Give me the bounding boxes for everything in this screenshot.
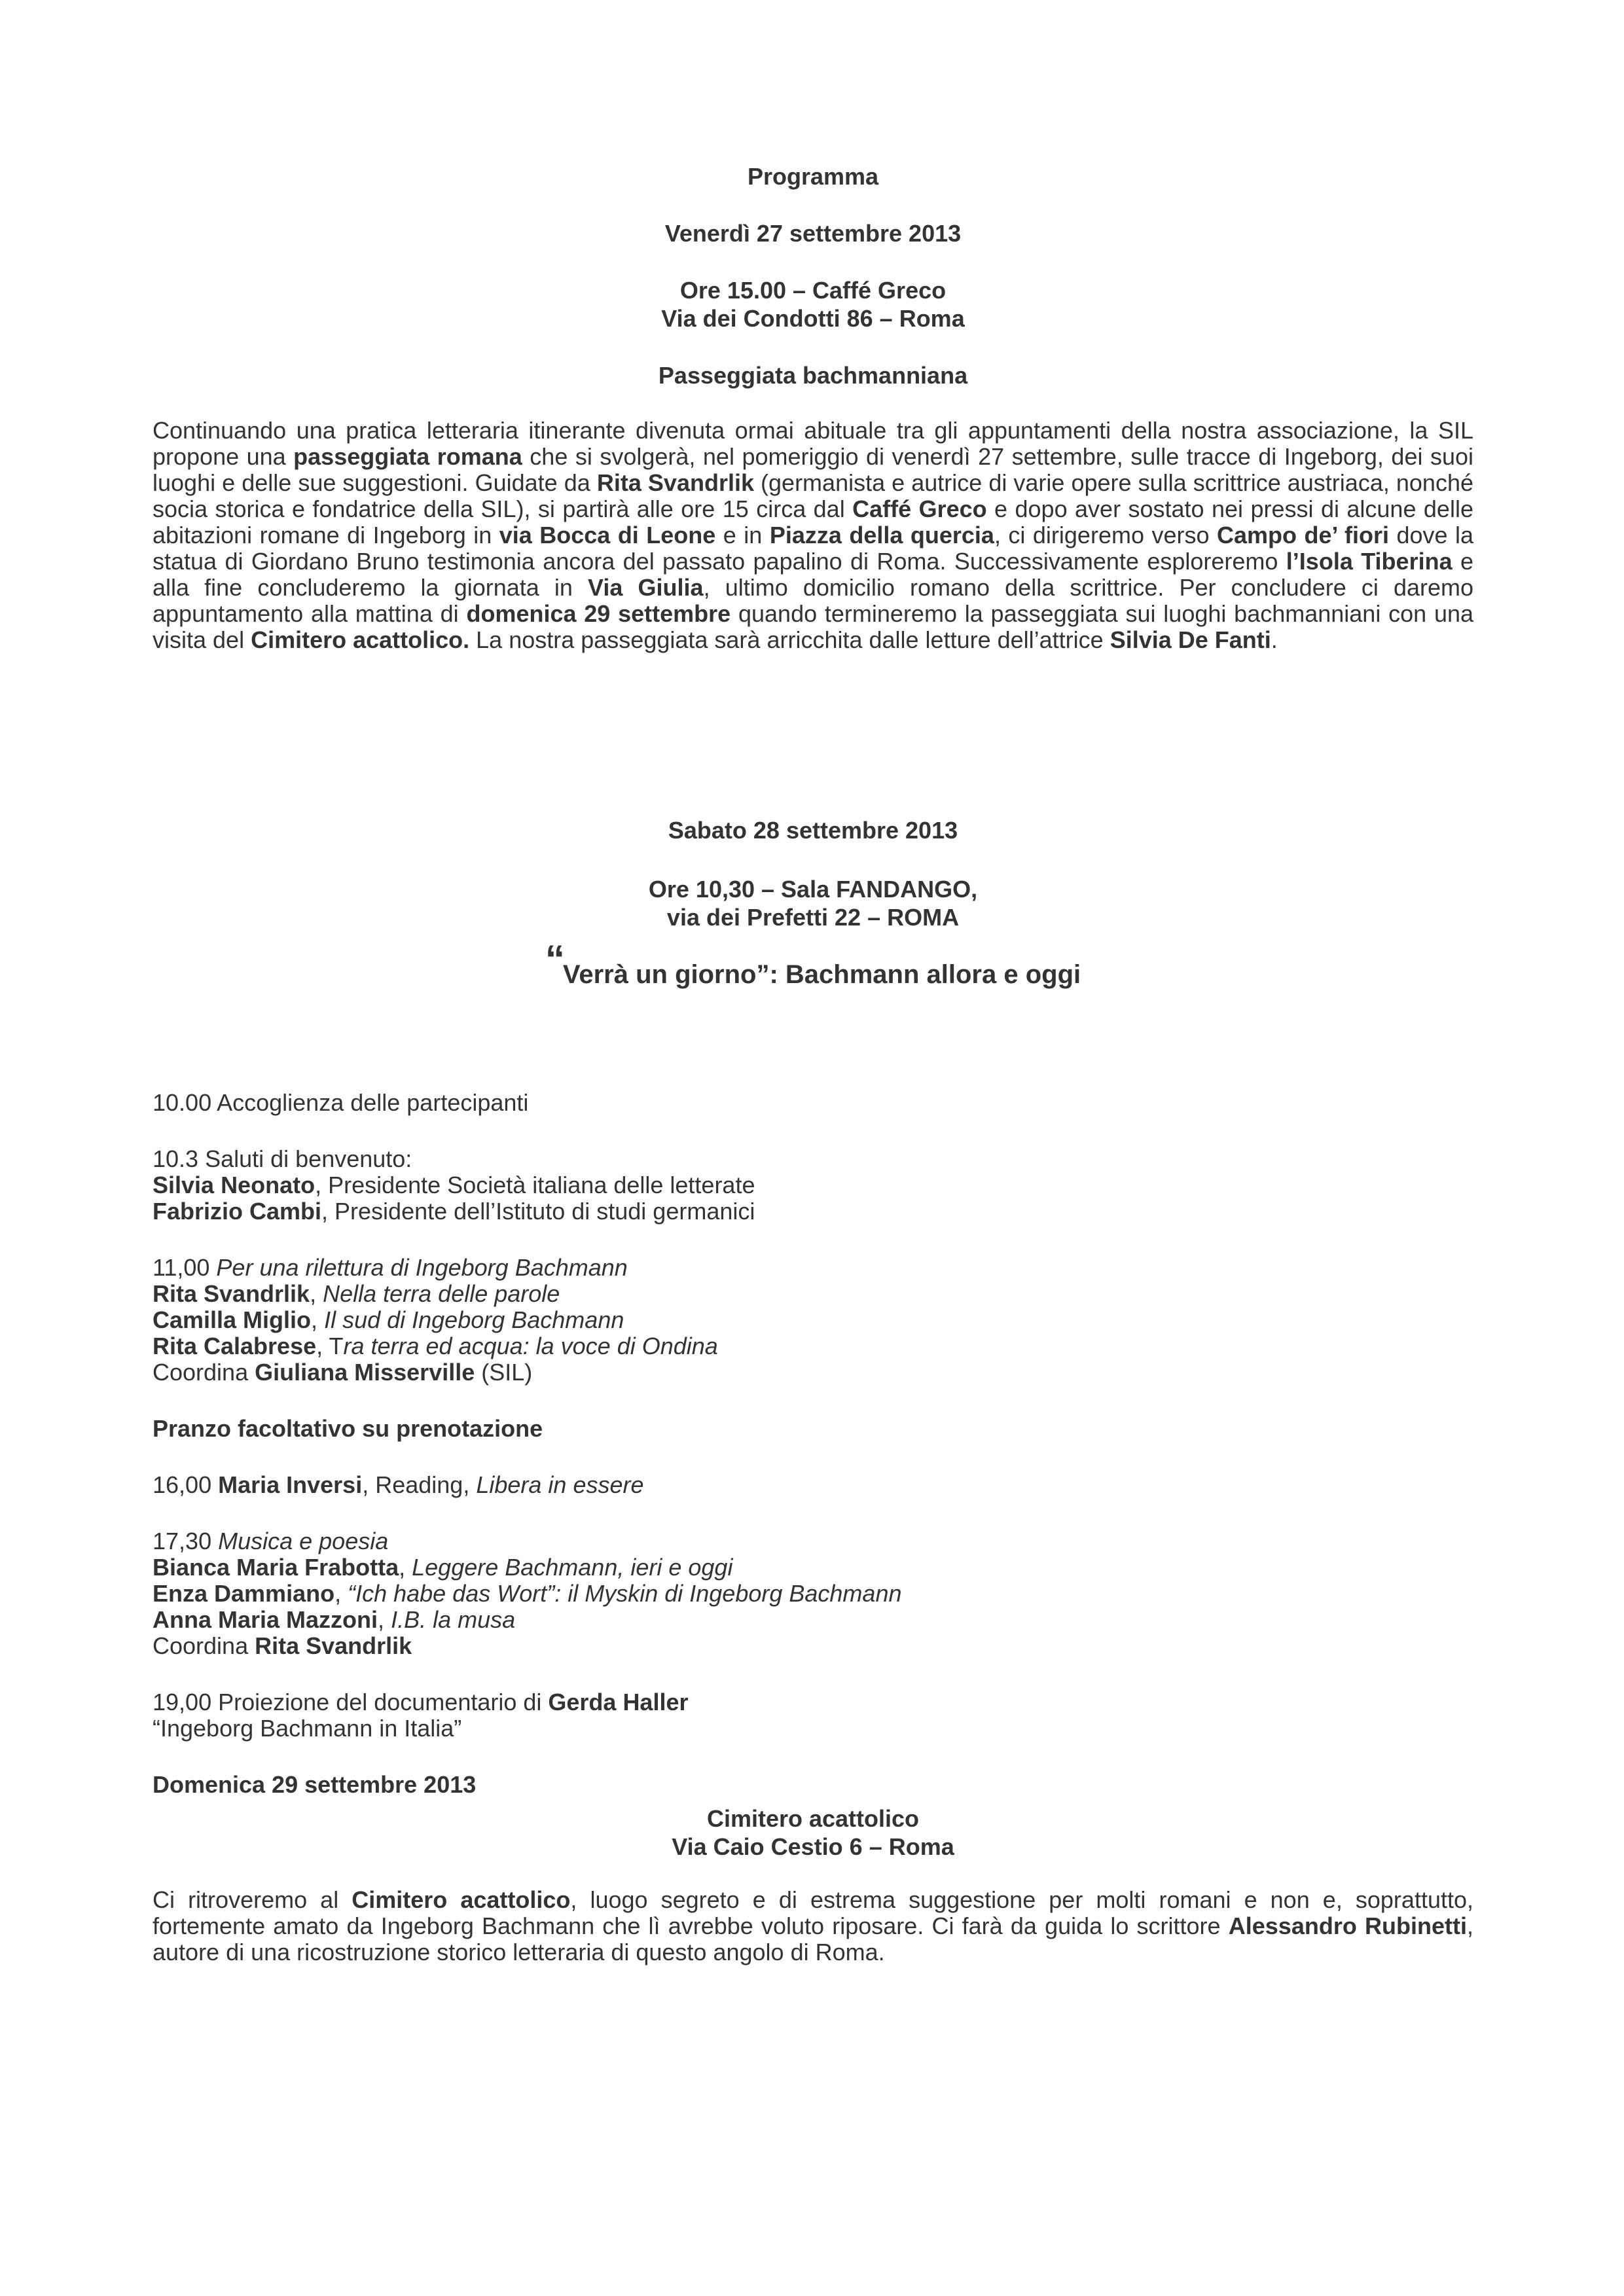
text-segment: Gerda Haller [548, 1689, 689, 1715]
text-segment: Continuando una pratica letteraria itinerante divenuta ormai abituale tra gli appuntamenti della nostra associazione, la SIL propone una [153, 417, 1473, 470]
text-segment: (germanista e autrice di varie opere sulla scrittrice austriaca, nonché socia storica e fondatrice della SIL), si partirà alle ore 15 circa dal [153, 469, 1473, 522]
schedule-line [153, 1255, 1473, 1281]
text-segment: Pranzo facoltativo su prenotazione [153, 1415, 543, 1442]
schedule-line [153, 1198, 1473, 1225]
text-segment: Musica e poesia [218, 1528, 389, 1554]
schedule-group [153, 1090, 1473, 1116]
text-segment: Il sud di Ingeborg Bachmann [324, 1306, 624, 1333]
text-segment: 10.3 Saluti di benvenuto: [153, 1145, 412, 1172]
text-segment: , [378, 1606, 391, 1633]
friday-venue [153, 276, 1473, 332]
schedule-line [153, 1281, 1473, 1307]
text-segment: e in [715, 522, 770, 548]
friday-date-heading: Venerdì 27 settembre 2013 [664, 220, 962, 247]
text-segment: , autore di una ricostruzione storico letteraria di questo angolo di Roma. [153, 1912, 1473, 1965]
text-segment: Rita Calabrese [153, 1333, 317, 1359]
text-segment: Rita Svandrlik [153, 1280, 310, 1307]
text-segment: (SIL) [475, 1359, 533, 1386]
schedule-line [153, 1581, 1473, 1607]
text-segment: e alla fine concluderemo la giornata in [153, 548, 1473, 601]
text-segment: che si svolgerà, nel pomeriggio di venerdì 27 settembre, sulle tracce di Ingeborg, dei suoi luoghi e delle sue suggestioni. Guidate da [153, 443, 1473, 496]
text-segment: quando termineremo la passeggiata sui luoghi bachmanniani con una visita del [153, 600, 1474, 653]
schedule-line [153, 1772, 1473, 1798]
text-segment: ra terra ed acqua: la voce di Ondina [343, 1333, 718, 1359]
text-segment: dove la statua di Giordano Bruno testimonia ancora del passato papalino di Roma. Successivamente esploreremo [153, 522, 1474, 575]
saturday-venue-line1: Ore 10,30 – Sala FANDANGO, [648, 876, 978, 903]
text-segment: Per una rilettura di Ingeborg Bachmann [216, 1254, 628, 1281]
schedule-line [153, 1607, 1473, 1633]
saturday-venue-line2: via dei Prefetti 22 – ROMA [666, 904, 960, 931]
text-segment: Silvia De Fanti [1110, 626, 1271, 653]
sunday-venue [153, 1804, 1473, 1861]
text-segment: La nostra passeggiata sarà arricchita dalle letture dell’attrice [469, 626, 1110, 653]
text-segment: 17,30 [153, 1528, 219, 1554]
text-segment: Nella terra delle parole [323, 1280, 560, 1307]
text-segment: , [334, 1580, 348, 1607]
text-segment: Fabrizio Cambi [153, 1198, 322, 1225]
text-segment: Giuliana Misserville [255, 1359, 475, 1386]
text-segment: Campo de’ fiori [1216, 522, 1389, 548]
saturday-date-heading: Sabato 28 settembre 2013 [668, 817, 958, 844]
text-segment: . [1271, 626, 1278, 653]
text-segment: “Ich habe das Wort”: il Myskin di Ingeborg Bachmann [348, 1580, 902, 1607]
schedule-group [153, 1528, 1473, 1659]
page-content [153, 0, 1473, 2296]
text-segment: Domenica 29 settembre 2013 [153, 1771, 477, 1798]
text-segment: domenica 29 settembre [466, 600, 731, 627]
saturday-title [153, 937, 1473, 989]
text-segment: passeggiata romana [293, 443, 522, 470]
schedule-line [153, 1554, 1473, 1581]
schedule-group [153, 1146, 1473, 1225]
text-segment: Caffé Greco [852, 495, 987, 522]
text-segment: Rita Svandrlik [255, 1632, 412, 1659]
opening-quote-glyph: “ [545, 937, 563, 981]
saturday-title-text: Verrà un giorno”: Bachmann allora e oggi [562, 960, 1081, 989]
text-segment: via Bocca di Leone [499, 522, 716, 548]
schedule-line [153, 1333, 1473, 1359]
schedule-line [153, 1528, 1473, 1554]
friday-subtitle-heading: Passeggiata bachmanniana [658, 362, 968, 389]
sunday-venue-line2: Via Caio Cestio 6 – Roma [672, 1833, 954, 1860]
intro-paragraph [153, 418, 1473, 653]
text-segment: 16,00 [153, 1471, 219, 1498]
text-segment: , Reading, [362, 1471, 477, 1498]
text-segment: “Ingeborg Bachmann in Italia” [153, 1715, 462, 1742]
schedule-group [153, 1472, 1473, 1498]
closing-paragraph [153, 1887, 1473, 1965]
text-segment: Ci ritroveremo al [153, 1886, 352, 1913]
sunday-venue-line1: Cimitero acattolico [706, 1805, 920, 1832]
text-segment: , [399, 1554, 412, 1581]
text-segment: Coordina [153, 1632, 255, 1659]
schedule-line [153, 1416, 1473, 1442]
friday-venue-line1: Ore 15.00 – Caffé Greco [679, 277, 947, 304]
text-segment: , [311, 1306, 325, 1333]
schedule-line [153, 1472, 1473, 1498]
text-segment: 11,00 [153, 1254, 217, 1281]
text-segment: 10.00 Accoglienza delle partecipanti [153, 1089, 529, 1116]
text-segment: Anna Maria Mazzoni [153, 1606, 378, 1633]
text-segment: Silvia Neonato [153, 1172, 316, 1198]
text-segment: , ci dirigeremo verso [994, 522, 1217, 548]
text-segment: Cimitero acattolico [352, 1886, 571, 1913]
text-segment: , T [316, 1333, 344, 1359]
text-segment: I.B. la musa [391, 1606, 516, 1633]
text-segment: l’Isola Tiberina [1286, 548, 1453, 575]
friday-venue-line2: Via dei Condotti 86 – Roma [661, 305, 965, 332]
schedule-line [153, 1172, 1473, 1198]
text-segment: , Presidente Società italiana delle letterate [315, 1172, 755, 1198]
schedule-group [153, 1416, 1473, 1442]
text-segment: Piazza della quercia [769, 522, 994, 548]
schedule-line [153, 1146, 1473, 1172]
text-segment: Libera in essere [476, 1471, 644, 1498]
text-segment: e dopo aver sostato nei pressi di alcune delle abitazioni romane di Ingeborg in [153, 495, 1473, 548]
text-segment: Cimitero acattolico. [251, 626, 470, 653]
text-segment: , luogo segreto e di estrema suggestione per molti romani e non e, soprattutto, fortemente amato da Ingeborg Bachmann che lì avrebbe voluto riposare. Ci farà da guida lo scrittore [153, 1886, 1473, 1939]
text-segment: 19,00 Proiezione del documentario di [153, 1689, 549, 1715]
text-segment: Via Giulia [588, 574, 704, 601]
text-segment: Maria Inversi [218, 1471, 363, 1498]
schedule-line [153, 1307, 1473, 1333]
text-segment: , Presidente dell’Istituto di studi germanici [321, 1198, 755, 1225]
schedule-line [153, 1633, 1473, 1659]
text-segment: , ultimo domicilio romano della scrittrice. Per concludere ci daremo appuntamento alla mattina di [153, 574, 1474, 627]
page-title: Programma [747, 163, 879, 190]
schedule-line [153, 1689, 1473, 1715]
schedule-line [153, 1715, 1473, 1742]
saturday-venue [153, 875, 1473, 931]
schedule-group [153, 1689, 1473, 1742]
text-segment: Camilla Miglio [153, 1306, 312, 1333]
schedule-line [153, 1359, 1473, 1386]
schedule-line [153, 1090, 1473, 1116]
schedule-group [153, 1255, 1473, 1386]
text-segment: Coordina [153, 1359, 255, 1386]
text-segment: , [310, 1280, 323, 1307]
schedule-group [153, 1772, 1473, 1798]
text-segment: Enza Dammiano [153, 1580, 335, 1607]
text-segment: Bianca Maria Frabotta [153, 1554, 399, 1581]
text-segment: Leggere Bachmann, ieri e oggi [412, 1554, 733, 1581]
text-segment: Alessandro Rubinetti [1228, 1912, 1467, 1939]
text-segment: Rita Svandrlik [596, 469, 754, 496]
schedule [153, 1090, 1473, 1828]
